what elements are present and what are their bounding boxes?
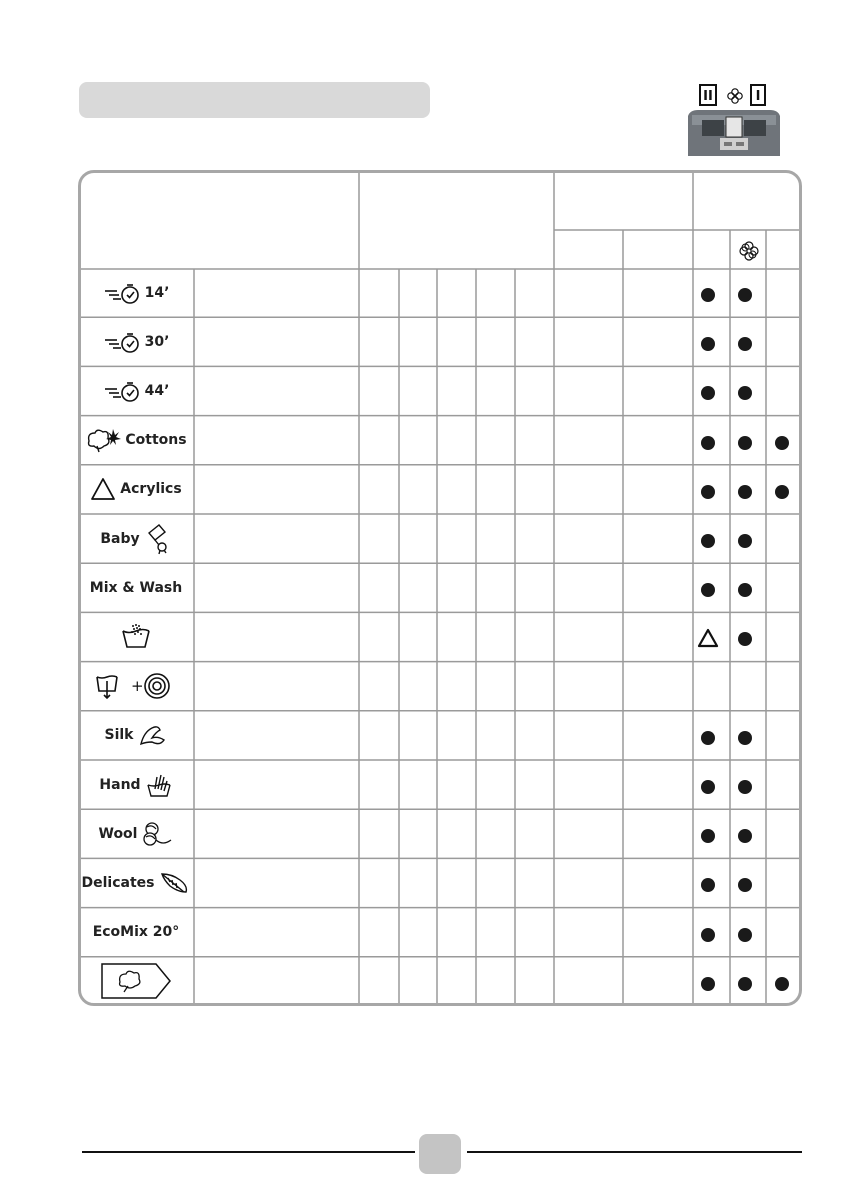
footer-rule-right	[467, 1151, 802, 1153]
program-label: Acrylics	[120, 481, 182, 498]
program-label: 44’	[144, 382, 170, 399]
compartment-ii-label	[700, 85, 716, 105]
footer-rule-left	[82, 1151, 415, 1153]
svg-text:+: +	[131, 677, 144, 696]
program-label: Silk	[104, 727, 134, 744]
program-label: Mix & Wash	[89, 579, 183, 596]
program-label: Baby	[100, 530, 140, 547]
page-number-tab	[419, 1134, 461, 1174]
program-label: 30’	[144, 333, 170, 350]
program-label: EcoMix 20°	[92, 924, 180, 941]
compartment-i-label	[751, 85, 765, 105]
program-label: Delicates	[81, 874, 155, 891]
program-label: 14’	[144, 284, 170, 301]
section-title-bar	[79, 82, 430, 118]
softener-flower-icon	[728, 89, 742, 103]
svg-text:II: II	[703, 89, 713, 104]
header-flower-icon	[738, 240, 760, 266]
table-grid	[81, 173, 802, 1006]
svg-text:I: I	[755, 89, 761, 104]
program-label: Hand	[99, 776, 141, 793]
program-table	[78, 170, 802, 1006]
program-label: Cottons	[125, 432, 187, 449]
program-label: Wool	[98, 825, 138, 842]
detergent-dispenser-illustration	[688, 82, 780, 156]
